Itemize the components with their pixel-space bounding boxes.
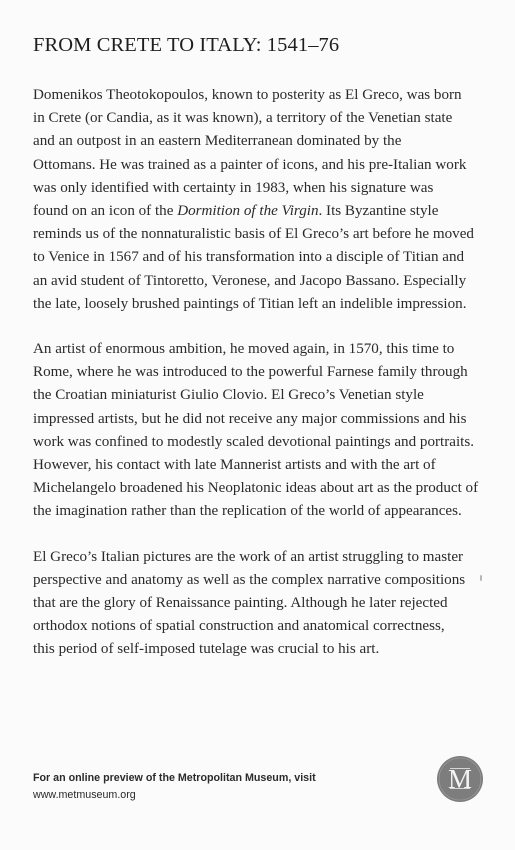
text-line: the Croatian miniaturist Giulio Clovio. El Greco’s Venetian style (33, 387, 424, 404)
text-line: was only identified with certainty in 1983, when his signature was (33, 179, 434, 196)
text-line: However, his contact with late Mannerist artists and with the art of (33, 457, 436, 474)
paragraph-2 (33, 338, 493, 524)
text-line: Ottomans. He was trained as a painter of icons, and his pre-Italian work (33, 156, 467, 173)
footer-preview-text: For an online preview of the Metropolitan Museum, visit (33, 772, 316, 784)
text-line: in Crete (or Candia, as it was known), a territory of the Venetian state (33, 110, 453, 127)
text-line-with-title (33, 200, 493, 223)
text-line: and an outpost in an eastern Mediterranean dominated by the (33, 133, 402, 150)
article-body (33, 84, 493, 662)
text-line: that are the glory of Renaissance painting. Although he later rejected (33, 595, 448, 612)
met-museum-logo-icon (436, 755, 484, 803)
text-segment: . Its Byzantine style (318, 203, 439, 220)
paragraph-1 (33, 84, 493, 316)
text-line: the late, loosely brushed paintings of Titian left an indelible impression. (33, 295, 467, 312)
text-line: an avid student of Tintoretto, Veronese, and Jacopo Bassano. Especially (33, 272, 467, 289)
text-line: reminds us of the nonnaturalistic basis of El Greco’s art before he moved (33, 226, 474, 243)
text-line: Rome, where he was introduced to the powerful Farnese family through (33, 364, 468, 381)
text-line: impressed artists, but he did not receive any major commissions and his (33, 410, 467, 427)
text-line: this period of self-imposed tutelage was crucial to his art. (33, 641, 380, 658)
text-line: Domenikos Theotokopoulos, known to posterity as El Greco, was born (33, 87, 462, 103)
page-title: FROM CRETE TO ITALY: 1541–76 (33, 34, 340, 56)
text-segment: found on an icon of the (33, 203, 178, 220)
text-line: the imagination rather than the replication of the world of appearances. (33, 503, 462, 520)
footer (33, 770, 316, 804)
text-line: An artist of enormous ambition, he moved again, in 1570, this time to (33, 341, 455, 358)
print-mark (480, 575, 482, 581)
text-line: Michelangelo broadened his Neoplatonic ideas about art as the product of (33, 480, 479, 497)
text-line: perspective and anatomy as well as the complex narrative compositions (33, 571, 466, 588)
footer-website-link[interactable]: www.metmuseum.org (33, 789, 136, 801)
paragraph-3 (33, 546, 493, 662)
logo-letter: M (447, 764, 473, 794)
artwork-title: Dormition of the Virgin (177, 203, 319, 220)
text-line: work was confined to modestly scaled devotional paintings and portraits. (33, 433, 474, 450)
text-line: to Venice in 1567 and of his transformation into a disciple of Titian and (33, 249, 465, 266)
text-line: orthodox notions of spatial construction and anatomical correctness, (33, 618, 445, 635)
text-line: El Greco’s Italian pictures are the work of an artist struggling to master (33, 548, 464, 565)
